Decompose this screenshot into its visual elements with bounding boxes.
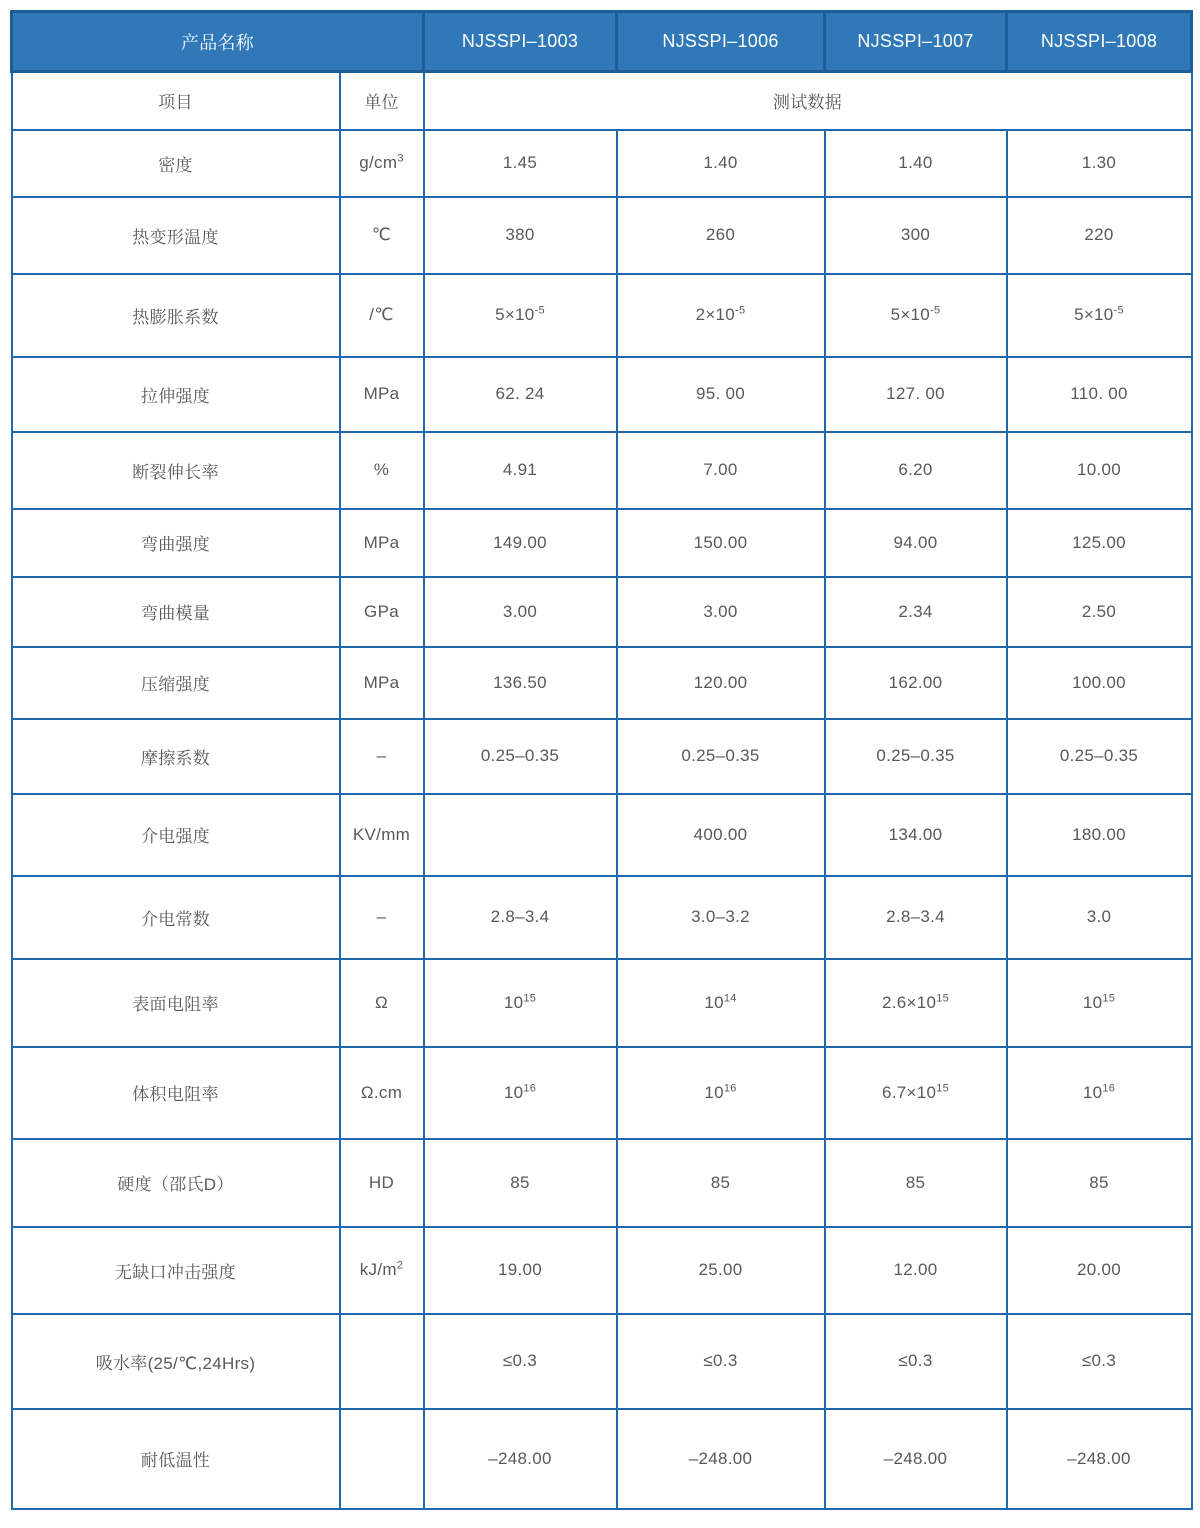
value-cell: 110. 00 [1007,357,1192,432]
value-cell: –248.00 [617,1409,825,1509]
table-row [12,1047,1192,1139]
property-name-cell: 热膨胀系数 [12,274,340,357]
table-row [12,1227,1192,1314]
value-cell: 4.91 [424,432,617,509]
property-name-cell: 介电常数 [12,876,340,959]
value-cell: $5\times 10^{-5}$ [825,274,1007,357]
unit-column-header: 单位 [340,72,424,130]
value-cell: $5\times 10^{-5}$ [424,274,617,357]
property-name-cell: 热变形温度 [12,197,340,274]
product-column-header: NJSSPI–1003 [424,12,617,72]
value-cell: 20.00 [1007,1227,1192,1314]
unit-cell [340,1409,424,1509]
unit-cell: – [340,876,424,959]
value-cell: 19.00 [424,1227,617,1314]
table-row [12,577,1192,647]
product-column-header: NJSSPI–1008 [1007,12,1192,72]
value-cell: 100.00 [1007,647,1192,719]
value-cell: 3.00 [424,577,617,647]
value-cell: 300 [825,197,1007,274]
value-cell: 125.00 [1007,509,1192,577]
value-cell: 260 [617,197,825,274]
value-cell: 85 [825,1139,1007,1227]
value-cell: 2.34 [825,577,1007,647]
unit-cell: MPa [340,357,424,432]
unit-cell: Ω [340,959,424,1047]
property-name-cell: 无缺口冲击强度 [12,1227,340,1314]
unit-cell: MPa [340,647,424,719]
value-cell: 1.30 [1007,130,1192,197]
value-cell: 95. 00 [617,357,825,432]
value-cell: 25.00 [617,1227,825,1314]
table-row [12,794,1192,876]
product-header-row [12,12,1192,72]
table-row [12,1314,1192,1409]
property-name-cell: 压缩强度 [12,647,340,719]
item-column-header: 项目 [12,72,340,130]
value-cell [424,794,617,876]
value-cell: –248.00 [1007,1409,1192,1509]
value-cell: 3.00 [617,577,825,647]
property-name-cell: 吸水率(25/℃,24Hrs) [12,1314,340,1409]
unit-cell: /℃ [340,274,424,357]
value-cell: –248.00 [424,1409,617,1509]
value-cell: 1.40 [825,130,1007,197]
subheader-row [12,72,1192,130]
value-cell: –248.00 [825,1409,1007,1509]
value-cell: $10^{16}$ [424,1047,617,1139]
table-row [12,1409,1192,1509]
unit-cell: $kJ/m^2$ [340,1227,424,1314]
value-cell: 0.25–0.35 [617,719,825,794]
table-row [12,197,1192,274]
value-cell: 3.0 [1007,876,1192,959]
table-row [12,274,1192,357]
table-row [12,959,1192,1047]
unit-cell: % [340,432,424,509]
value-cell: 150.00 [617,509,825,577]
value-cell: $10^{16}$ [617,1047,825,1139]
unit-cell [340,1314,424,1409]
value-cell: 127. 00 [825,357,1007,432]
property-name-cell: 摩擦系数 [12,719,340,794]
table-row [12,647,1192,719]
value-cell: $10^{15}$ [424,959,617,1047]
value-cell: 3.0–3.2 [617,876,825,959]
value-cell: $10^{14}$ [617,959,825,1047]
property-name-cell: 介电强度 [12,794,340,876]
property-name-cell: 耐低温性 [12,1409,340,1509]
value-cell: 162.00 [825,647,1007,719]
test-data-header: 测试数据 [424,72,1192,130]
property-name-cell: 表面电阻率 [12,959,340,1047]
value-cell: 85 [424,1139,617,1227]
value-cell: $5\times 10^{-5}$ [1007,274,1192,357]
value-cell: 134.00 [825,794,1007,876]
value-cell: 220 [1007,197,1192,274]
value-cell: 0.25–0.35 [825,719,1007,794]
property-name-cell: 密度 [12,130,340,197]
value-cell: 85 [617,1139,825,1227]
value-cell: 400.00 [617,794,825,876]
value-cell: 0.25–0.35 [1007,719,1192,794]
property-name-cell: 弯曲强度 [12,509,340,577]
value-cell: ≤0.3 [424,1314,617,1409]
value-cell: ≤0.3 [1007,1314,1192,1409]
value-cell: 180.00 [1007,794,1192,876]
property-name-cell: 断裂伸长率 [12,432,340,509]
product-column-header: NJSSPI–1007 [825,12,1007,72]
value-cell: 85 [1007,1139,1192,1227]
value-cell: ≤0.3 [617,1314,825,1409]
value-cell: 2.8–3.4 [825,876,1007,959]
value-cell: 2.50 [1007,577,1192,647]
value-cell: 7.00 [617,432,825,509]
value-cell: 62. 24 [424,357,617,432]
unit-cell: Ω.cm [340,1047,424,1139]
table-row [12,1139,1192,1227]
unit-cell: GPa [340,577,424,647]
unit-cell: – [340,719,424,794]
table-row [12,130,1192,197]
value-cell: 94.00 [825,509,1007,577]
product-column-header: NJSSPI–1006 [617,12,825,72]
unit-cell: $g/cm^3$ [340,130,424,197]
unit-cell: KV/mm [340,794,424,876]
product-name-header: 产品名称 [12,12,424,72]
value-cell: $10^{16}$ [1007,1047,1192,1139]
property-name-cell: 硬度（邵氏D） [12,1139,340,1227]
value-cell: $2\times 10^{-5}$ [617,274,825,357]
value-cell: 6.20 [825,432,1007,509]
property-name-cell: 拉伸强度 [12,357,340,432]
property-name-cell: 体积电阻率 [12,1047,340,1139]
value-cell: 10.00 [1007,432,1192,509]
value-cell: 12.00 [825,1227,1007,1314]
value-cell: $6.7\times 10^{15}$ [825,1047,1007,1139]
value-cell: 0.25–0.35 [424,719,617,794]
table-row [12,509,1192,577]
value-cell: 136.50 [424,647,617,719]
table-row [12,357,1192,432]
value-cell: 1.45 [424,130,617,197]
product-spec-table [10,10,1193,1510]
unit-cell: MPa [340,509,424,577]
value-cell: 120.00 [617,647,825,719]
table-row [12,432,1192,509]
value-cell: 149.00 [424,509,617,577]
property-name-cell: 弯曲模量 [12,577,340,647]
unit-cell: HD [340,1139,424,1227]
unit-cell: ℃ [340,197,424,274]
value-cell: $10^{15}$ [1007,959,1192,1047]
value-cell: 2.8–3.4 [424,876,617,959]
table-row [12,719,1192,794]
value-cell: ≤0.3 [825,1314,1007,1409]
value-cell: 1.40 [617,130,825,197]
table-row [12,876,1192,959]
value-cell: 380 [424,197,617,274]
value-cell: $2.6\times 10^{15}$ [825,959,1007,1047]
